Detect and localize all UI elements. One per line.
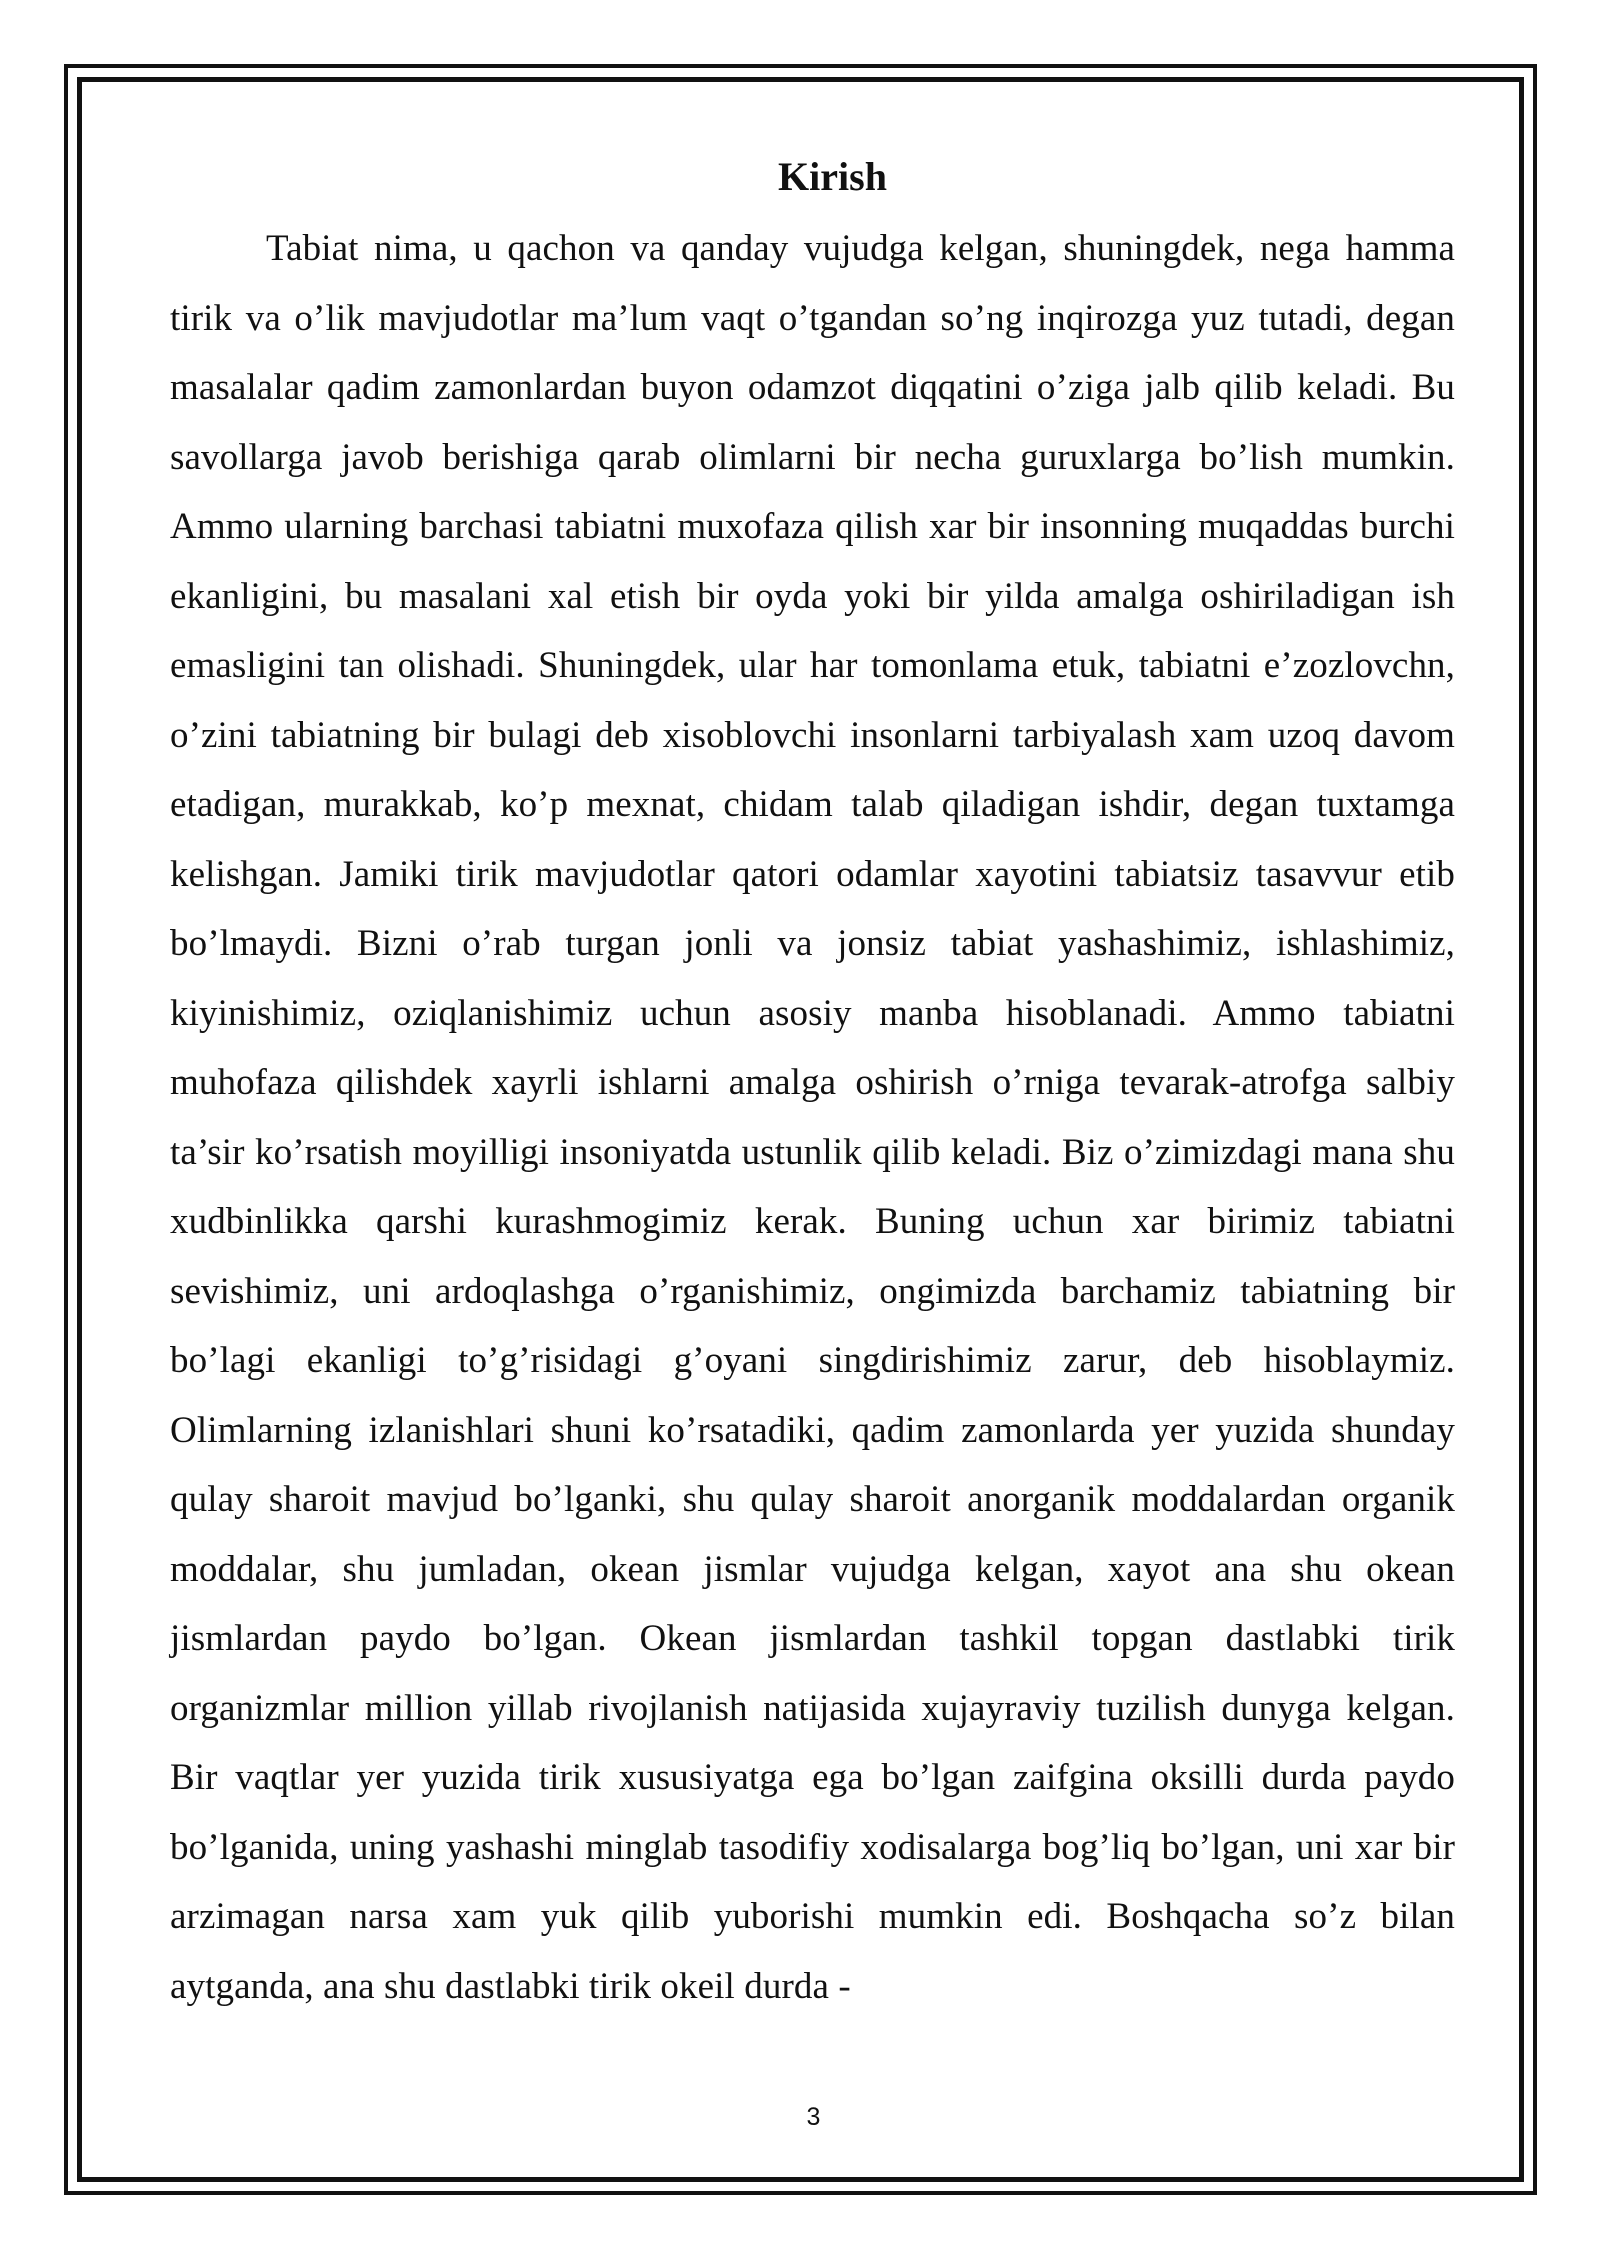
section-title: Kirish	[778, 154, 887, 199]
page-content	[170, 140, 1455, 2021]
body-paragraph: Tabiat nima, u qachon va qanday vujudga kelgan, shuningdek, nega hamma tirik va o’lik mavjudotlar ma’lum vaqt o’tgandan so’ng inqirozga yuz tutadi, degan masalalar qadim zamonlardan buyon odamzot diqqatini o’ziga jalb qilib keladi. Bu savollarga javob berishiga qarab olimlarni bir necha guruxlarga bo’lish mumkin. Ammo ularning barchasi tabiatni muxofaza qilish xar bir insonning muqaddas burchi ekanligini, bu masalani xal etish bir oyda yoki bir yilda amalga oshiriladigan ish emasligini tan olishadi. Shuningdek, ular har tomonlama etuk, tabiatni e’zozlovchn, o’zini tabiatning bir bulagi deb xisoblovchi insonlarni tarbiyalash xam uzoq davom etadigan, murakkab, ko’p mexnat, chidam talab qiladigan ishdir, degan tuxtamga kelishgan. Jamiki tirik mavjudotlar qatori odamlar xayotini tabiatsiz tasavvur etib bo’lmaydi. Bizni o’rab turgan jonli va jonsiz tabiat yashashimiz, ishlashimiz, kiyinishimiz, oziqlanishimiz uchun asosiy manba hisoblanadi. Ammo tabiatni muhofaza qilishdek xayrli ishlarni amalga oshirish o’rniga tevarak-atrofga salbiy ta’sir ko’rsatish moyilligi insoniyatda ustunlik qilib keladi. Biz o’zimizdagi mana shu xudbinlikka qarshi kurashmogimiz kerak. Buning uchun xar birimiz tabiatni sevishimiz, uni ardoqlashga o’rganishimiz, ongimizda barchamiz tabiatning bir bo’lagi ekanligi to’g’risidagi g’oyani singdirishimiz zarur, deb hisoblaymiz. Olimlarning izlanishlari shuni ko’rsatadiki, qadim zamonlarda yer yuzida shunday qulay sharoit mavjud bo’lganki, shu qulay sharoit anorganik moddalardan organik moddalar, shu jumladan, okean jismlar vujudga kelgan, xayot ana shu okean jismlardan paydo bo’lgan. Okean jismlardan tashkil topgan dastlabki tirik organizmlar million yillab rivojlanish natijasida xujayraviy tuzilish dunyga kelgan. Bir vaqtlar yer yuzida tirik xususiyatga ega bo’lgan zaifgina oksilli durda paydo bo’lganida, uning yashashi minglab tasodifiy xodisalarga bog’liq bo’lgan, uni xar bir arzimagan narsa xam yuk qilib yuborishi mumkin edi. Boshqacha so’z bilan aytganda, ana shu dastlabki tirik okeil durda -	[170, 228, 1455, 2007]
page-number: 3	[806, 2103, 821, 2131]
